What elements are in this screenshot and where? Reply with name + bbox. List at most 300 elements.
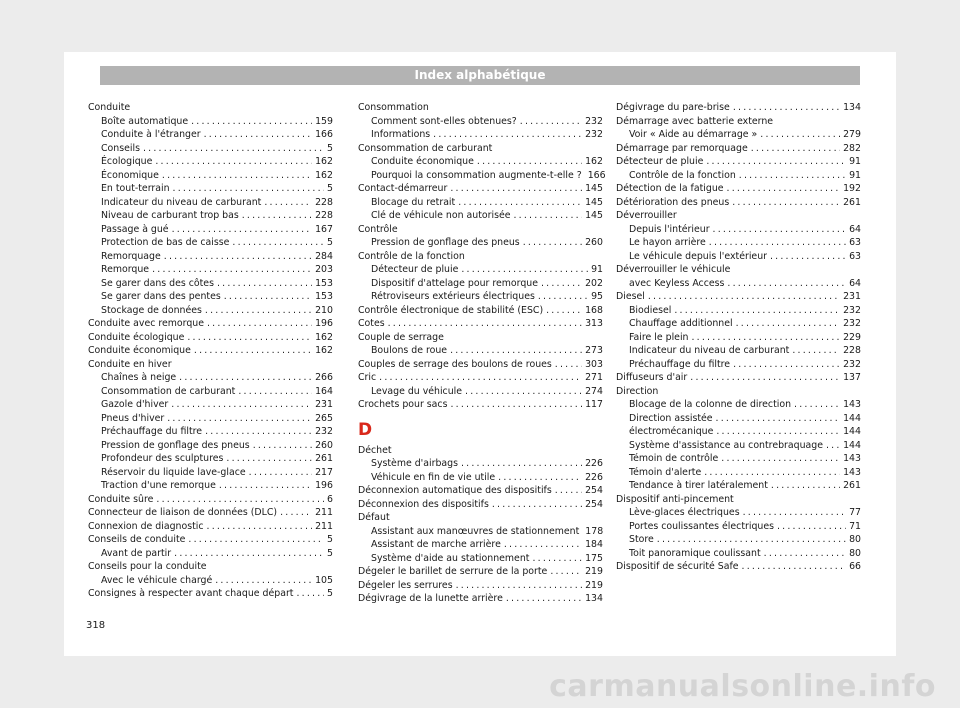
dot-leader [173, 182, 324, 196]
index-subentry [358, 236, 603, 250]
dot-leader [764, 547, 846, 561]
entry-page-ref: 219 [585, 579, 603, 591]
entry-page-ref: 211 [315, 507, 333, 518]
index-subentry [616, 358, 861, 372]
entry-page-ref: 313 [585, 318, 603, 329]
dot-leader [249, 466, 312, 480]
entry-page-ref: 64 [849, 223, 861, 235]
entry-page-ref: 143 [843, 399, 861, 410]
entry-term: Détecteur de pluie [616, 156, 704, 167]
entry-term: Témoin d'alerte [629, 466, 702, 478]
index-subentry [616, 479, 861, 493]
index-entry [88, 506, 333, 520]
dot-leader [219, 479, 312, 493]
entry-term: Préchauffage du filtre [101, 426, 203, 437]
index-column-2 [358, 101, 606, 606]
entry-term: avec Keyless Access [629, 277, 725, 289]
index-subentry [358, 290, 603, 304]
dot-leader [709, 236, 846, 250]
index-subentry [88, 290, 333, 304]
entry-term: Crochets pour sacs [358, 399, 448, 410]
entry-term: Protection de bas de caisse [101, 237, 230, 248]
index-subentry [616, 304, 861, 318]
entry-term: Contrôle de la fonction [629, 169, 736, 181]
index-subentry [88, 425, 333, 439]
dot-leader [461, 457, 582, 471]
dot-leader [523, 236, 582, 250]
dot-leader [739, 169, 846, 183]
index-subentry [358, 196, 603, 210]
dot-leader [674, 304, 840, 318]
dot-leader [205, 304, 312, 318]
entry-page-ref: 202 [585, 277, 603, 289]
entry-page-ref: 91 [849, 156, 861, 167]
entry-page-ref: 5 [327, 547, 333, 559]
index-subentry [358, 525, 603, 539]
entry-term: Réservoir du liquide lave-glace [101, 466, 246, 478]
entry-term: Assistant aux manœuvres de stationnement [371, 525, 580, 537]
dot-leader [207, 317, 312, 331]
entry-page-ref: 284 [315, 250, 333, 262]
dot-leader [264, 196, 312, 210]
index-entry [358, 592, 603, 606]
entry-page-ref: 175 [585, 552, 603, 564]
dot-leader [733, 101, 840, 115]
entry-term: Boulons de roue [371, 345, 448, 356]
dot-leader [450, 398, 582, 412]
dot-leader [713, 223, 847, 237]
dot-leader [692, 331, 841, 345]
entry-term: Comment sont-elles obtenues? [371, 115, 517, 127]
index-subentry [616, 331, 861, 345]
entry-term: Conduite [88, 102, 131, 113]
entry-page-ref: 228 [315, 210, 333, 221]
index-subentry [358, 155, 603, 169]
index-subentry [616, 398, 861, 412]
entry-page-ref: 271 [585, 372, 603, 383]
entry-term: Indicateur du niveau de carburant [629, 345, 790, 356]
entry-term: Témoin de contrôle [629, 453, 719, 464]
entry-page-ref: 95 [591, 291, 603, 302]
index-entry [88, 101, 333, 115]
entry-page-ref: 143 [843, 453, 861, 464]
entry-page-ref: 5 [327, 183, 333, 194]
index-entry [358, 304, 603, 318]
entry-term: Déconnexion des dispositifs [358, 498, 489, 510]
index-subentry [88, 182, 333, 196]
index-subentry [358, 263, 603, 277]
entry-term: Contrôle de la fonction [358, 250, 465, 262]
dot-leader [171, 398, 312, 412]
entry-page-ref: 260 [315, 439, 333, 451]
dot-leader [736, 317, 840, 331]
index-subentry [616, 533, 861, 547]
dot-leader [541, 277, 582, 291]
entry-term: Avec le véhicule chargé [101, 574, 213, 586]
entry-term: Connecteur de liaison de données (DLC) [88, 507, 278, 518]
index-subentry [358, 538, 603, 552]
entry-term: Conduite à l'étranger [101, 129, 201, 140]
index-entry [88, 560, 333, 574]
dot-leader [167, 412, 312, 426]
entry-page-ref: 232 [585, 129, 603, 140]
dot-leader [174, 547, 324, 561]
index-entry [358, 511, 603, 525]
entry-page-ref: 91 [591, 264, 603, 275]
dot-leader [188, 533, 324, 547]
index-subentry [616, 520, 861, 534]
entry-page-ref: 137 [843, 372, 861, 383]
dot-leader [477, 155, 582, 169]
index-subentry [88, 547, 333, 561]
index-subentry [358, 344, 603, 358]
entry-term: Diesel [616, 291, 645, 302]
entry-term: Conduite économique [88, 345, 191, 356]
entry-term: Cric [358, 372, 377, 383]
dot-leader [538, 290, 588, 304]
entry-page-ref: 228 [843, 345, 861, 356]
entry-term: Chaînes à neige [101, 372, 177, 383]
entry-page-ref: 231 [315, 399, 333, 410]
dot-leader [433, 128, 582, 142]
entry-page-ref: 5 [327, 588, 333, 599]
entry-page-ref: 144 [843, 412, 861, 424]
entry-term: En tout-terrain [101, 183, 170, 194]
index-subentry [88, 250, 333, 264]
entry-term: Biodiesel [629, 304, 672, 316]
index-subentry [616, 223, 861, 237]
entry-page-ref: 63 [849, 250, 861, 262]
entry-term: Conseils de conduite [88, 534, 186, 545]
entry-page-ref: 153 [315, 291, 333, 302]
dot-leader [792, 344, 840, 358]
entry-term: Depuis l'intérieur [629, 223, 710, 235]
dot-leader [187, 331, 312, 345]
entry-page-ref: 162 [315, 169, 333, 181]
entry-term: Passage à gué [101, 223, 169, 235]
dot-leader [550, 565, 582, 579]
dot-leader [506, 592, 582, 606]
index-subentry [88, 304, 333, 318]
entry-term: Lève-glaces électriques [629, 507, 740, 518]
entry-page-ref: 105 [315, 574, 333, 586]
index-entry [358, 358, 603, 372]
dot-leader [204, 128, 312, 142]
dot-leader [716, 412, 841, 426]
dot-leader [732, 196, 840, 210]
entry-term: Tendance à tirer latéralement [629, 480, 768, 491]
entry-term: Pression de gonflage des pneus [101, 439, 250, 451]
dot-leader [648, 290, 840, 304]
index-subentry [616, 439, 861, 453]
entry-term: Chauffage additionnel [629, 318, 733, 329]
entry-page-ref: 226 [585, 458, 603, 469]
dot-leader [205, 425, 312, 439]
index-entry [358, 565, 603, 579]
index-subentry [616, 236, 861, 250]
dot-leader [450, 344, 582, 358]
dot-leader [226, 452, 312, 466]
index-subentry [88, 236, 333, 250]
entry-page-ref: 282 [843, 142, 861, 154]
dot-leader [532, 552, 582, 566]
entry-page-ref: 228 [315, 196, 333, 208]
entry-page-ref: 265 [315, 412, 333, 424]
entry-term: Profondeur des sculptures [101, 453, 224, 464]
index-subentry [88, 479, 333, 493]
index-subentry [88, 196, 333, 210]
entry-term: Dégeler le barillet de serrure de la porte [358, 566, 548, 577]
dot-leader [388, 317, 582, 331]
dot-leader [742, 560, 847, 574]
entry-page-ref: 217 [315, 466, 333, 478]
dot-leader [555, 358, 582, 372]
page-number: 318 [86, 620, 106, 631]
dot-leader [162, 169, 312, 183]
entry-term: Dispositif d'attelage pour remorque [371, 277, 538, 289]
entry-term: Indicateur du niveau de carburant [101, 196, 262, 208]
entry-term: Remorque [101, 264, 150, 275]
index-subentry [616, 128, 861, 142]
entry-term: Contrôle électronique de stabilité (ESC) [358, 304, 544, 316]
index-subentry [616, 466, 861, 480]
index-subentry [358, 471, 603, 485]
entry-page-ref: 184 [585, 539, 603, 550]
index-entry [358, 579, 603, 593]
entry-page-ref: 91 [849, 169, 861, 181]
dot-leader [716, 425, 840, 439]
entry-page-ref: 261 [843, 480, 861, 491]
dot-leader [771, 479, 840, 493]
dot-leader [242, 209, 312, 223]
dot-leader [143, 142, 324, 156]
entry-term: Store [629, 534, 654, 545]
entry-page-ref: 162 [315, 156, 333, 167]
entry-term: Rétroviseurs extérieurs électriques [371, 291, 535, 302]
index-entry [358, 223, 603, 237]
entry-term: Cotes [358, 318, 385, 329]
dot-leader [379, 371, 582, 385]
entry-term: Conduite en hiver [88, 358, 172, 370]
dot-leader [152, 263, 312, 277]
dot-leader [555, 484, 582, 498]
entry-page-ref: 145 [585, 210, 603, 221]
entry-page-ref: 143 [843, 466, 861, 478]
dot-leader [794, 398, 840, 412]
entry-page-ref: 210 [315, 304, 333, 316]
index-entry [616, 182, 861, 196]
entry-term: Dispositif anti-pincement [616, 493, 734, 505]
entry-term: Diffuseurs d'air [616, 372, 688, 383]
entry-term: Détection de la fatigue [616, 183, 724, 194]
entry-term: Conduite écologique [88, 331, 185, 343]
entry-term: Couple de serrage [358, 331, 444, 343]
index-subentry [88, 574, 333, 588]
index-entry [358, 444, 603, 458]
index-entry [616, 263, 861, 277]
index-subentry [616, 169, 861, 183]
index-subentry [616, 412, 861, 426]
entry-page-ref: 254 [585, 498, 603, 510]
dot-leader [727, 277, 846, 291]
entry-page-ref: 254 [585, 485, 603, 496]
entry-page-ref: 80 [849, 534, 861, 545]
index-subentry [88, 263, 333, 277]
entry-term: Informations [371, 129, 431, 140]
entry-page-ref: 144 [843, 426, 861, 437]
index-entry [358, 101, 603, 115]
dot-leader [546, 304, 582, 318]
entry-page-ref: 196 [315, 480, 333, 491]
entry-term: Déconnexion automatique des dispositifs [358, 485, 552, 496]
index-entry [616, 142, 861, 156]
entry-page-ref: 145 [585, 196, 603, 208]
entry-page-ref: 226 [585, 471, 603, 483]
dot-leader [777, 520, 846, 534]
entry-term: Démarrage par remorquage [616, 142, 748, 154]
entry-term: Dégeler les serrures [358, 579, 453, 591]
entry-page-ref: 71 [849, 520, 861, 532]
entry-page-ref: 167 [315, 223, 333, 235]
entry-term: Consommation de carburant [358, 142, 493, 154]
entry-term: Conseils [101, 142, 140, 154]
entry-term: Dégivrage du pare-brise [616, 102, 730, 113]
index-subentry [358, 128, 603, 142]
index-entry [358, 317, 603, 331]
index-entry [88, 358, 333, 372]
entry-page-ref: 231 [843, 291, 861, 302]
watermark: carmanualsonline.info [549, 669, 936, 704]
entry-term: Dégivrage de la lunette arrière [358, 593, 503, 604]
index-entry [88, 493, 333, 507]
dot-leader [760, 128, 840, 142]
dot-leader [498, 471, 582, 485]
dot-leader [733, 358, 840, 372]
index-entry [616, 101, 861, 115]
dot-leader [155, 155, 312, 169]
index-column-1 [88, 101, 333, 601]
entry-term: Déchet [358, 444, 392, 456]
dot-leader [238, 385, 312, 399]
dot-leader [456, 579, 583, 593]
dot-leader [751, 142, 840, 156]
index-entry [616, 493, 861, 507]
index-entry [88, 317, 333, 331]
entry-page-ref: 232 [843, 358, 861, 370]
index-entry [358, 498, 603, 512]
entry-page-ref: 134 [585, 593, 603, 604]
entry-page-ref: 77 [849, 507, 861, 518]
entry-page-ref: 232 [585, 115, 603, 127]
dot-leader [690, 371, 840, 385]
index-subentry [358, 385, 603, 399]
entry-page-ref: 260 [585, 237, 603, 248]
entry-page-ref: 145 [585, 183, 603, 194]
dot-leader [164, 250, 312, 264]
entry-page-ref: 266 [315, 372, 333, 383]
index-subentry [358, 115, 603, 129]
dot-leader [232, 236, 324, 250]
entry-page-ref: 162 [315, 331, 333, 343]
entry-term: Blocage de la colonne de direction [629, 399, 792, 410]
dot-leader [461, 263, 588, 277]
index-subentry [88, 466, 333, 480]
index-subentry [616, 506, 861, 520]
dot-leader [770, 250, 846, 264]
dot-leader [458, 196, 582, 210]
dot-leader [194, 344, 312, 358]
entry-term: Faire le plein [629, 331, 689, 343]
index-entry [88, 520, 333, 534]
entry-term: électromécanique [629, 426, 714, 437]
index-subentry [616, 317, 861, 331]
dot-leader [721, 452, 840, 466]
index-subentry [358, 169, 606, 183]
dot-leader [450, 182, 582, 196]
entry-term: Contact-démarreur [358, 183, 448, 194]
dot-leader [179, 371, 312, 385]
entry-term: Système d'airbags [371, 458, 458, 469]
entry-page-ref: 166 [315, 129, 333, 140]
dot-leader [207, 520, 313, 534]
index-entry [616, 560, 861, 574]
entry-term: Stockage de données [101, 304, 202, 316]
index-subentry [616, 547, 861, 561]
entry-term: Le véhicule depuis l'extérieur [629, 250, 767, 262]
entry-term: Avant de partir [101, 547, 172, 559]
index-entry [616, 209, 861, 223]
entry-page-ref: 168 [585, 304, 603, 316]
index-entry [616, 371, 861, 385]
index-entry [358, 398, 603, 412]
dot-leader [280, 506, 312, 520]
entry-page-ref: 144 [843, 439, 861, 451]
entry-term: Pneus d'hiver [101, 412, 165, 424]
index-subentry [88, 277, 333, 291]
index-subentry [88, 142, 333, 156]
entry-term: Traction d'une remorque [101, 480, 216, 491]
dot-leader [224, 290, 312, 304]
entry-page-ref: 134 [843, 102, 861, 113]
index-subentry [88, 209, 333, 223]
entry-page-ref: 211 [315, 520, 333, 532]
entry-term: Dispositif de sécurité Safe [616, 561, 739, 572]
entry-term: Portes coulissantes électriques [629, 520, 774, 532]
entry-page-ref: 203 [315, 264, 333, 275]
index-letter-heading: D [358, 419, 373, 440]
entry-page-ref: 64 [849, 277, 861, 289]
index-entry [88, 533, 333, 547]
dot-leader [296, 587, 324, 601]
index-entry [88, 344, 333, 358]
entry-term: Voir « Aide au démarrage » [629, 129, 758, 140]
entry-page-ref: 166 [587, 169, 606, 181]
entry-term: Niveau de carburant trop bas [101, 210, 239, 221]
entry-term: Déverrouiller [616, 210, 677, 221]
index-entry [358, 250, 603, 264]
index-subentry [616, 425, 861, 439]
entry-term: Détérioration des pneus [616, 196, 730, 208]
index-subentry [88, 223, 333, 237]
entry-term: Boîte automatique [101, 115, 189, 127]
entry-term: Préchauffage du filtre [629, 358, 731, 370]
entry-page-ref: 117 [585, 399, 603, 410]
dot-leader [743, 506, 846, 520]
index-subentry [88, 412, 333, 426]
entry-page-ref: 229 [843, 331, 861, 343]
index-subentry [616, 277, 861, 291]
index-subentry [88, 439, 333, 453]
